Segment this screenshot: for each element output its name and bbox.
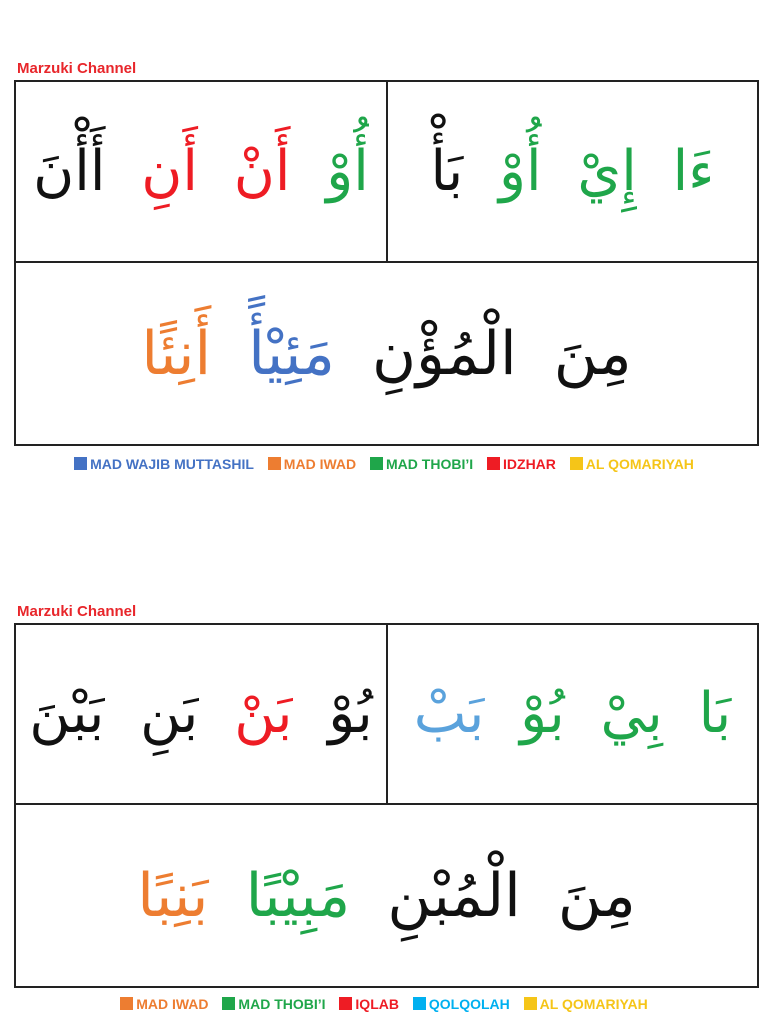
legend-item [487,456,556,472]
arabic-word: أُوْ [498,138,542,204]
arabic-word: أُوْ [326,138,369,204]
legend-label: MAD IWAD [283,456,357,472]
arabic-word: بُوْ [520,681,565,746]
exercise-box-bottom [14,261,759,446]
legend-item [570,456,694,472]
legend-swatch [120,997,133,1010]
channel-label: Marzuki Channel [17,60,137,77]
legend-swatch [74,457,87,470]
arabic-word: ءَا [672,138,715,204]
arabic-word: مِنَ [557,860,636,931]
exercise-box-bottom [14,803,759,988]
exercise-box-top-right [386,623,759,805]
arabic-line [16,681,386,746]
color-legend [0,996,768,1012]
arabic-word: بِيْ [600,681,663,746]
arabic-word: مَئِيْأً [248,318,335,389]
legend-item [268,456,356,472]
channel-label: Marzuki Channel [17,603,137,620]
arabic-word: إِيْ [577,138,637,204]
arabic-word: أَنِ [141,138,198,204]
arabic-word: أَأْنَ [33,138,106,204]
legend-item [74,456,254,472]
arabic-word: أَنْ [233,138,291,204]
arabic-word: مَبِيْبًا [245,860,351,931]
legend-swatch [370,457,383,470]
legend-item [413,996,510,1012]
legend-item [370,456,473,472]
legend-label: QOLQOLAH [428,996,510,1012]
arabic-word: الْمُؤْنِ [371,318,517,389]
legend-swatch [413,997,426,1010]
arabic-line [388,138,757,204]
exercise-box-top-right [386,80,759,263]
arabic-word: بَأْ [430,138,464,204]
legend-item [120,996,208,1012]
legend-swatch [570,457,583,470]
arabic-word: الْمُبْنِ [387,860,521,931]
color-legend [0,456,768,472]
legend-swatch [339,997,352,1010]
arabic-word: بَبْنَ [29,681,105,746]
legend-label: MAD WAJIB MUTTASHIL [90,456,254,472]
legend-label: MAD THOBI’I [238,996,326,1012]
exercise-box-top-left [14,80,388,263]
legend-swatch [222,997,235,1010]
arabic-word: مِنَ [553,318,632,389]
legend-label: MAD THOBI’I [386,456,474,472]
legend-item [524,996,648,1012]
legend-swatch [268,457,281,470]
arabic-line [16,860,757,931]
arabic-word: بَا [698,681,732,746]
arabic-word: بَنِ [140,681,199,746]
legend-label: AL QOMARIYAH [585,456,694,472]
legend-swatch [487,457,500,470]
arabic-word: أَنِئًا [141,318,212,389]
legend-label: MAD IWAD [136,996,209,1012]
arabic-word: بُوْ [328,681,373,746]
legend-swatch [524,997,537,1010]
arabic-word: بَبْ [413,681,485,746]
exercise-box-top-left [14,623,388,805]
arabic-word: بَنِبًا [137,860,209,931]
legend-label: IQLAB [355,996,399,1012]
legend-label: AL QOMARIYAH [539,996,648,1012]
arabic-line [16,318,757,389]
arabic-word: بَنْ [234,681,293,746]
legend-item [222,996,325,1012]
legend-item [339,996,399,1012]
legend-label: IDZHAR [503,456,556,472]
arabic-line [16,138,386,204]
arabic-line [388,681,757,746]
